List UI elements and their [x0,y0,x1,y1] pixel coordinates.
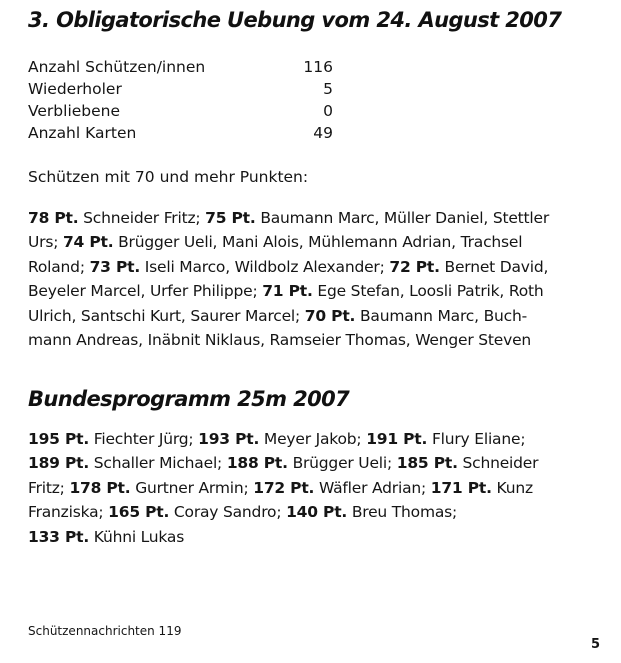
text-line [28,427,598,451]
points: 189 Pt. [28,454,90,473]
shooter-names: Ulrich, Santschi Kurt, Saurer Marcel; [28,306,301,325]
stat-label: Anzahl Schützen/innen [28,58,206,76]
results-intro: Schützen mit 70 und mehr Punkten: [28,168,309,186]
text-line [28,230,598,254]
shooter-names: Fiechter Jürg; [93,430,194,448]
shooter-names: Coray Sandro; [173,503,282,522]
text-line [28,500,598,524]
points: 193 Pt. [198,430,260,448]
text-line [28,451,598,475]
stat-value: 116 [303,58,333,76]
points: 72 Pt. [389,257,440,276]
results-list-obligatorische [28,206,598,352]
stat-row [28,78,333,100]
points: 73 Pt. [89,257,141,276]
section-title-bundesprogramm: Bundesprogramm 25m 2007 [28,387,350,411]
shooter-names: Iseli Marco, Wildbolz Alexander; [144,257,385,276]
points: 74 Pt. [62,233,114,252]
participation-stats [28,56,333,144]
points: 195 Pt. [28,430,90,448]
section-title-obligatorische-uebung: 3. Obligatorische Uebung vom 24. August 2007 [28,8,562,32]
text-line [28,279,598,303]
points: 172 Pt. [253,478,315,497]
publication-name: Schützennachrichten 119 [28,624,182,638]
results-list-bundesprogramm [28,427,598,549]
points: 133 Pt. [28,527,90,546]
shooter-names: Roland; [28,257,85,276]
stat-value: 5 [323,80,333,98]
text-line [28,255,598,279]
shooter-names: Baumann Marc, Buch- [359,306,527,325]
shooter-names: mann Andreas, Inäbnit Niklaus, Ramseier Thomas, Wenger Steven [28,331,532,350]
shooter-names: Wäfler Adrian; [318,478,427,497]
points: 191 Pt. [366,430,428,448]
text-line [28,304,598,328]
text-line [28,525,598,549]
shooter-names: Franziska; [28,503,104,522]
shooter-names: Baumann Marc, Müller Daniel, Stettler [260,209,550,227]
shooter-names: Kunz [496,478,533,497]
shooter-names: Schaller Michael; [93,454,223,473]
text-line [28,476,598,500]
stat-value: 49 [313,124,333,142]
shooter-names: Beyeler Marcel, Urfer Philippe; [28,282,258,301]
shooter-names: Bernet David, [444,257,549,276]
stat-label: Wiederholer [28,80,122,98]
points: 70 Pt. [304,306,356,325]
shooter-names: Brügger Ueli, Mani Alois, Mühlemann Adrian, Trachsel [118,233,523,252]
page-number: 5 [591,637,601,652]
points: 71 Pt. [262,282,313,301]
shooter-names: Breu Thomas; [351,503,458,522]
stat-row [28,56,333,78]
stat-label: Anzahl Karten [28,124,137,142]
points: 171 Pt. [430,478,492,497]
stat-row [28,122,333,144]
shooter-names: Flury Eliane; [431,430,526,448]
points: 188 Pt. [226,454,288,473]
shooter-names: Fritz; [28,478,65,497]
shooter-names: Schneider [462,454,539,473]
points: 185 Pt. [396,454,458,473]
stat-row [28,100,333,122]
text-line [28,206,598,230]
shooter-names: Urs; [28,233,59,252]
shooter-names: Schneider Fritz; [83,209,201,227]
points: 178 Pt. [69,478,131,497]
shooter-names: Ege Stefan, Loosli Patrik, Roth [317,282,544,301]
points: 165 Pt. [108,503,170,522]
shooter-names: Gurtner Armin; [135,478,249,497]
shooter-names: Kühni Lukas [93,527,185,546]
stat-label: Verbliebene [28,102,121,120]
stat-value: 0 [323,102,333,120]
text-line [28,328,598,352]
shooter-names: Meyer Jakob; [263,430,362,448]
points: 140 Pt. [286,503,348,522]
points: 75 Pt. [205,209,256,227]
points: 78 Pt. [28,209,79,227]
shooter-names: Brügger Ueli; [292,454,393,473]
